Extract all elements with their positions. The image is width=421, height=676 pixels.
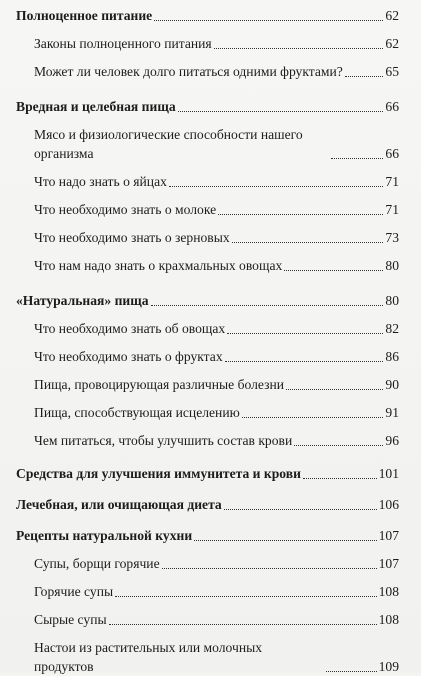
toc-page-number: 62 xyxy=(385,36,399,51)
dot-leader xyxy=(214,48,384,49)
toc-page-number: 90 xyxy=(385,377,399,392)
toc-page-number: 82 xyxy=(385,321,399,336)
toc-section-title: «Натуральная» пища xyxy=(16,293,149,308)
dot-leader xyxy=(303,478,377,479)
toc-section-title: Лечебная, или очищающая диета xyxy=(16,497,222,512)
dot-leader xyxy=(284,270,383,271)
toc-section xyxy=(16,526,399,545)
toc-item-title: Что необходимо знать о зерновых xyxy=(34,230,230,245)
dot-leader xyxy=(178,111,384,112)
toc-item xyxy=(16,200,399,219)
toc-page-number: 62 xyxy=(385,8,399,23)
dot-leader xyxy=(115,596,376,597)
toc-item xyxy=(16,319,399,338)
toc-page-number: 106 xyxy=(378,497,399,512)
toc-item-title: Что надо знать о яйцах xyxy=(34,174,167,189)
toc-item-title: Горячие супы xyxy=(34,584,114,599)
dot-leader xyxy=(109,624,377,625)
dot-leader xyxy=(326,671,377,672)
toc-section xyxy=(16,495,399,514)
dot-leader xyxy=(224,509,377,510)
toc-item-title: Пища, способствующая исцелению xyxy=(34,405,240,420)
toc-page-number: 66 xyxy=(385,146,399,161)
toc-page-number: 107 xyxy=(378,556,399,571)
dot-leader xyxy=(345,76,384,77)
dot-leader xyxy=(331,158,383,159)
toc-page-number: 96 xyxy=(385,433,399,448)
dot-leader xyxy=(169,186,384,187)
toc-page-number: 109 xyxy=(378,659,399,674)
toc-item xyxy=(16,62,399,81)
toc-page-number: 71 xyxy=(385,202,399,217)
dot-leader xyxy=(194,540,376,541)
toc-page-number: 91 xyxy=(385,405,399,420)
toc-item xyxy=(16,554,399,573)
toc-section-title: Средства для улучшения иммунитета и крови xyxy=(16,466,301,481)
toc-item xyxy=(16,610,399,629)
toc-item xyxy=(16,256,399,275)
toc-item xyxy=(16,34,399,53)
dot-leader xyxy=(227,333,383,334)
toc-item-title: Что необходимо знать о фруктах xyxy=(34,349,223,364)
dot-leader xyxy=(151,305,384,306)
dot-leader xyxy=(225,361,384,362)
toc-item xyxy=(16,172,399,191)
toc-item-title: Пища, провоцирующая различные болезни xyxy=(34,377,285,392)
toc-section xyxy=(16,6,399,25)
toc-page-number: 65 xyxy=(385,64,399,79)
toc-item-title: Может ли человек долго питаться одними фруктами? xyxy=(34,64,343,79)
toc-section-title: Вредная и целебная пища xyxy=(16,99,176,114)
toc-item-title: Что необходимо знать об овощах xyxy=(34,321,226,336)
toc-page-number: 80 xyxy=(385,258,399,273)
toc-page-number: 80 xyxy=(385,293,399,308)
dot-leader xyxy=(154,20,383,21)
table-of-contents xyxy=(16,6,399,676)
toc-item-title: Супы, борщи горячие xyxy=(34,556,160,571)
toc-item-title: Чем питаться, чтобы улучшить состав крови xyxy=(34,433,293,448)
toc-item-title: Настои из растительных или молочных продуктов xyxy=(34,640,263,674)
toc-section-title: Рецепты натуральной кухни xyxy=(16,528,193,543)
toc-page-number: 107 xyxy=(378,528,399,543)
toc-section xyxy=(16,291,399,310)
dot-leader xyxy=(294,445,383,446)
toc-section xyxy=(16,97,399,116)
toc-item xyxy=(16,431,399,450)
toc-item xyxy=(16,375,399,394)
toc-item xyxy=(16,638,399,676)
toc-page-number: 73 xyxy=(385,230,399,245)
toc-page-number: 101 xyxy=(378,466,399,481)
toc-item xyxy=(16,347,399,366)
dot-leader xyxy=(232,242,384,243)
toc-item-title: Что нам надо знать о крахмальных овощах xyxy=(34,258,283,273)
toc-page-number: 108 xyxy=(378,612,399,627)
toc-item xyxy=(16,228,399,247)
toc-item-title: Что необходимо знать о молоке xyxy=(34,202,217,217)
toc-section xyxy=(16,464,399,483)
toc-item xyxy=(16,582,399,601)
toc-page-number: 71 xyxy=(385,174,399,189)
toc-item xyxy=(16,403,399,422)
toc-item xyxy=(16,125,399,163)
toc-page-number: 108 xyxy=(378,584,399,599)
dot-leader xyxy=(218,214,383,215)
toc-item-title: Мясо и физиологические способности нашего организма xyxy=(34,127,303,161)
toc-page-number: 66 xyxy=(385,99,399,114)
toc-section-title: Полноценное питание xyxy=(16,8,153,23)
dot-leader xyxy=(162,568,377,569)
dot-leader xyxy=(286,389,383,390)
toc-item-title: Сырые супы xyxy=(34,612,107,627)
toc-page-number: 86 xyxy=(385,349,399,364)
dot-leader xyxy=(242,417,384,418)
toc-item-title: Законы полноценного питания xyxy=(34,36,212,51)
